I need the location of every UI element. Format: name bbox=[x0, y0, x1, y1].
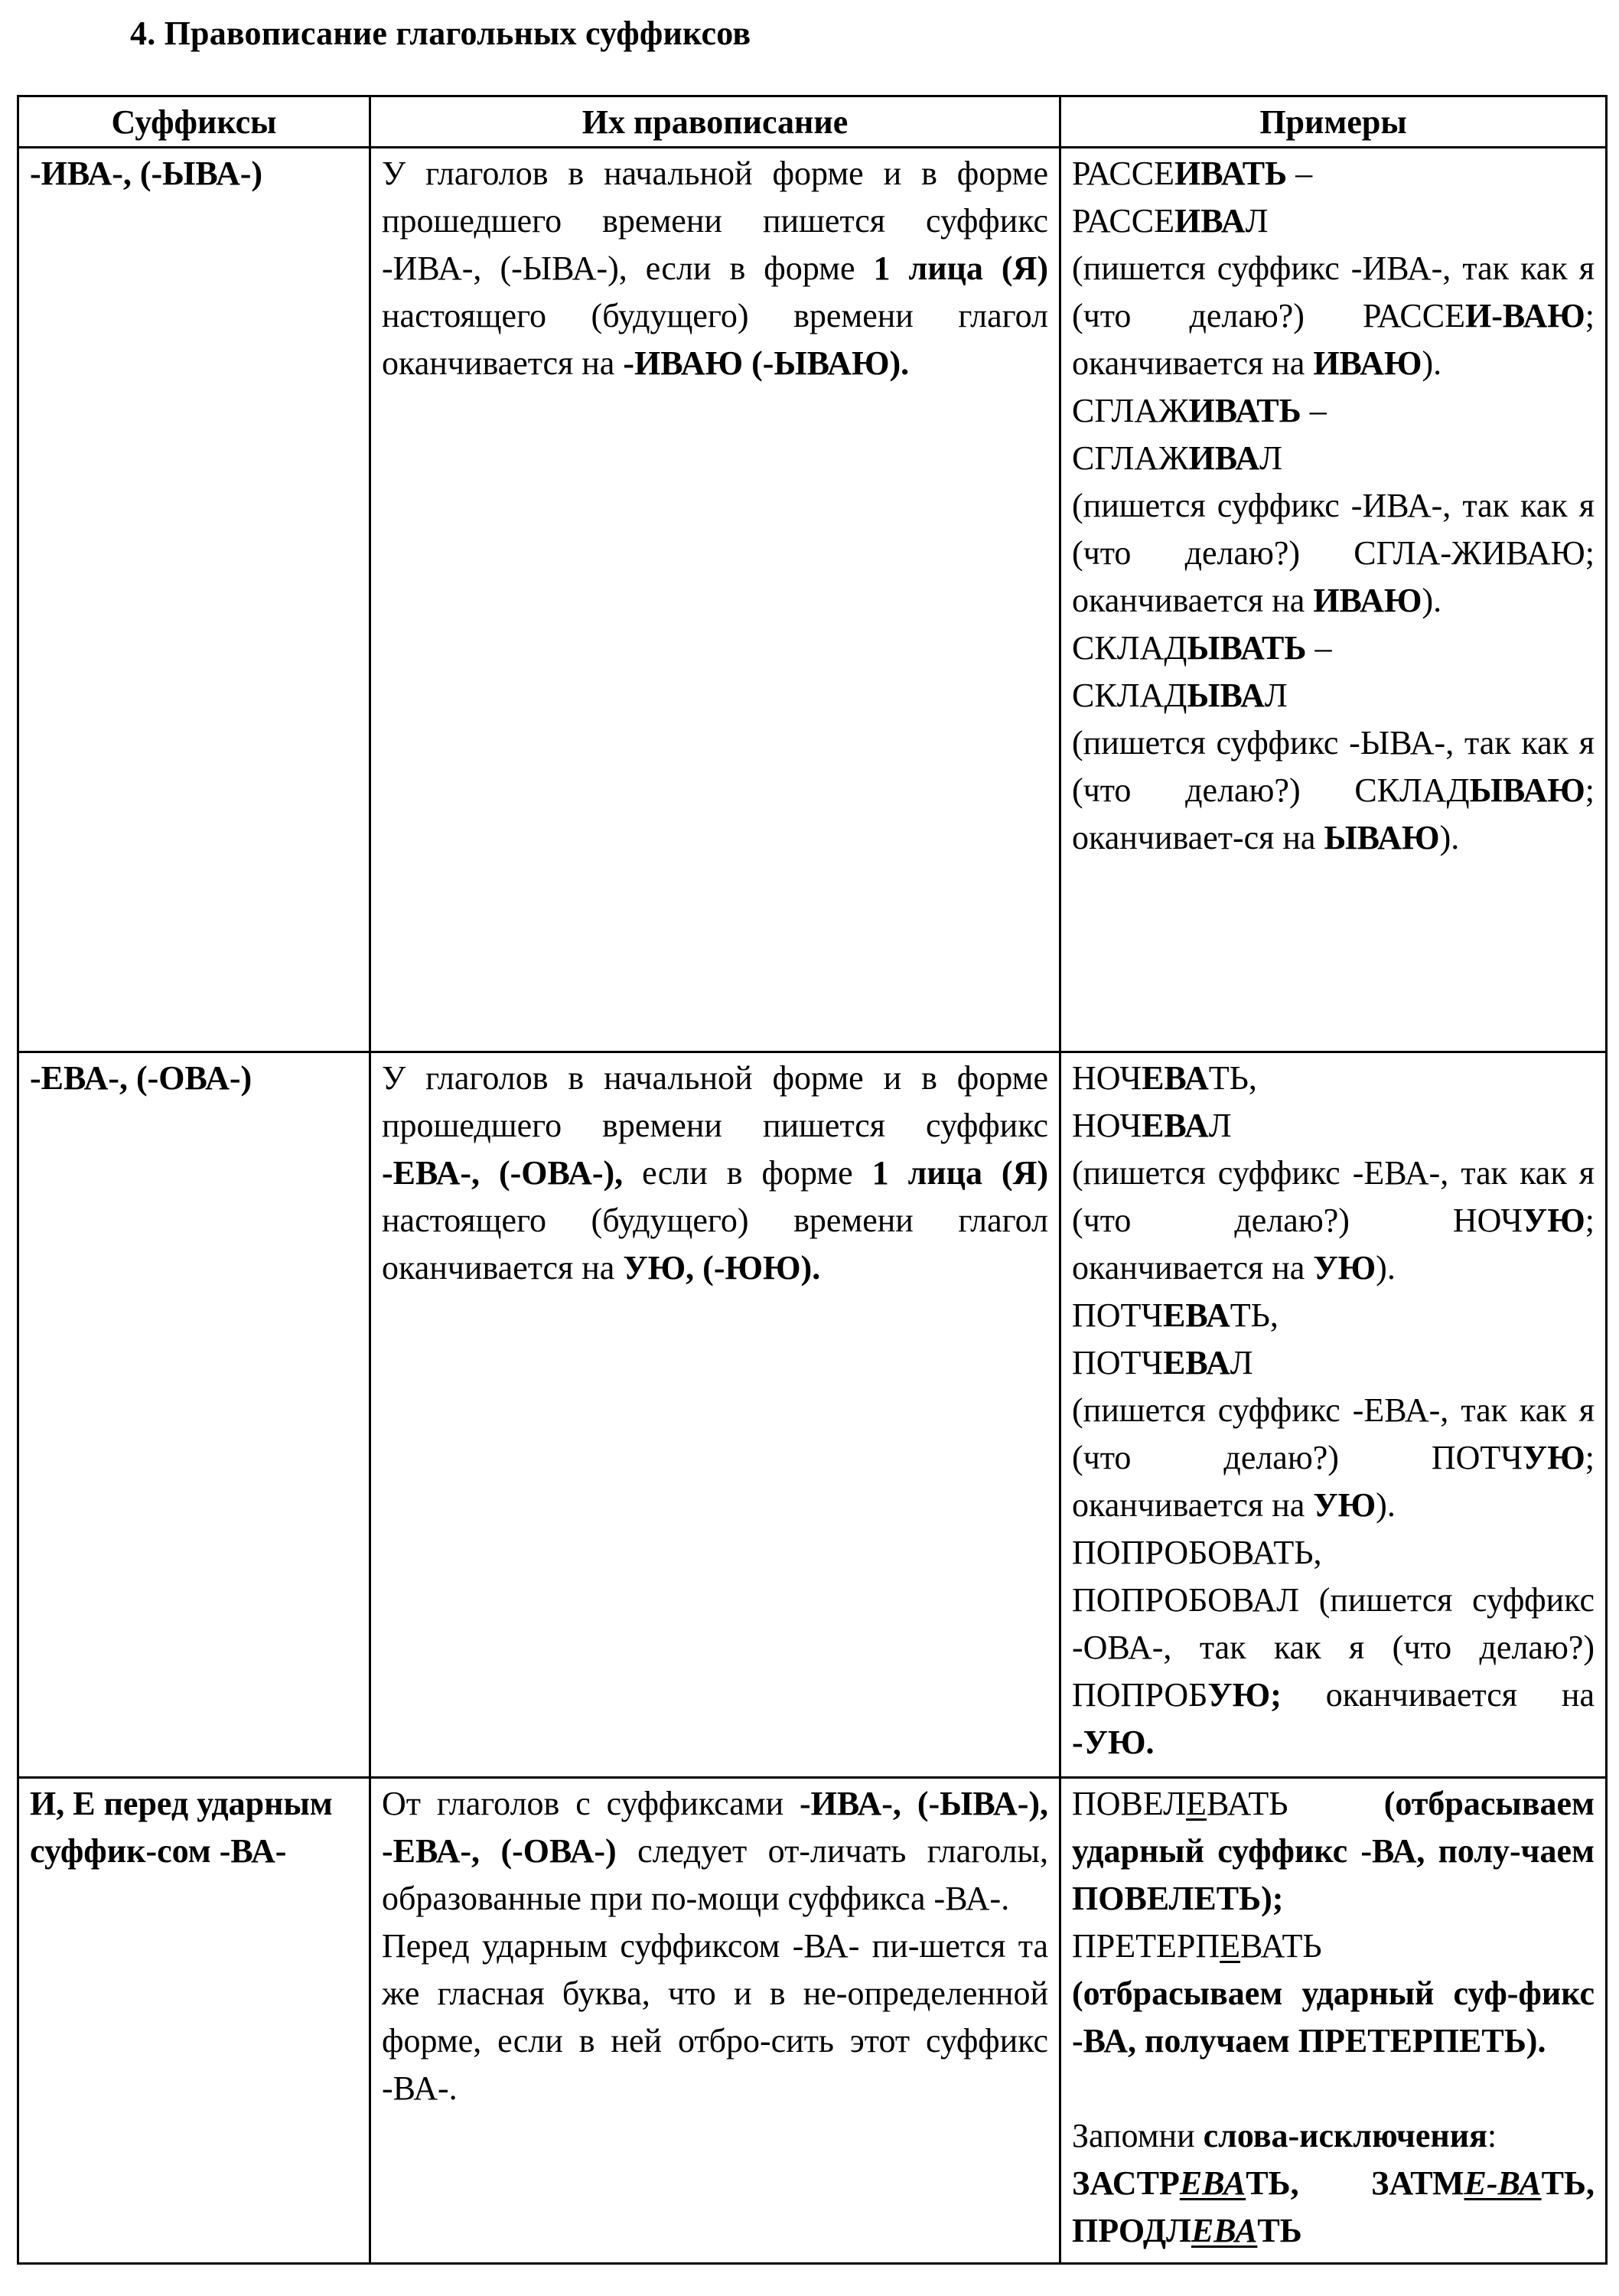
rule-cell bbox=[370, 1778, 1060, 2264]
example-block: СГЛАЖИВАТЬ – СГЛАЖИВАЛ (пишется суффикс -ИВА-, так как я (что делаю?) СГЛА-ЖИВАЮ; оканчивается на ИВАЮ). bbox=[1072, 392, 1595, 619]
rule-text: От глаголов с суффиксами -ИВА-, (-ЫВА-), -ЕВА-, (-ОВА-) следует от-личать глаголы, образованные при по-мощи суффикса -ВА-. bbox=[382, 1785, 1048, 1917]
example-block: ПОПРОБОВАТЬ, ПОПРОБОВАЛ (пишется суффикс -ОВА-, так как я (что делаю?) ПОПРОБУЮ; оканчивается на -УЮ. bbox=[1072, 1534, 1595, 1761]
suffix-cell: -ЕВА-, (-ОВА-) bbox=[18, 1052, 370, 1778]
header-spelling: Их правописание bbox=[370, 96, 1060, 148]
rule-cell bbox=[370, 148, 1060, 1052]
header-suffixes: Суффиксы bbox=[18, 96, 370, 148]
rule-text: У глаголов в начальной форме и в форме прошедшего времени пишется суффикс -ЕВА-, (-ОВА-), если в форме 1 лица (Я) настоящего (будущего) времени глагол оканчивается на УЮ, (-ЮЮ). bbox=[382, 1059, 1048, 1287]
table-header-row bbox=[18, 96, 1607, 148]
table-row bbox=[18, 148, 1607, 1052]
example-block: ПРЕТЕРПЕВАТЬ bbox=[1072, 1927, 1322, 1965]
example-block: СКЛАДЫВАТЬ – СКЛАДЫВАЛ (пишется суффикс -ЫВА-, так как я (что делаю?) СКЛАДЫВАЮ; оканчивает-ся на ЫВАЮ). bbox=[1072, 629, 1595, 856]
suffix-cell: -ИВА-, (-ЫВА-) bbox=[18, 148, 370, 1052]
rule-text: Перед ударным суффиксом -ВА- пи-шется та же гласная буква, что и в не-определенной форме, если в ней отбро-сить этот суффикс -ВА-. bbox=[382, 1927, 1048, 2107]
rule-cell bbox=[370, 1052, 1060, 1778]
example-block: ПОТЧЕВАТЬ, ПОТЧЕВАЛ (пишется суффикс -ЕВА-, так как я (что делаю?) ПОТЧУЮ; оканчивается на УЮ). bbox=[1072, 1296, 1595, 1524]
suffix-table bbox=[17, 95, 1608, 2265]
example-block: НОЧЕВАТЬ, НОЧЕВАЛ (пишется суффикс -ЕВА-, так как я (что делаю?) НОЧУЮ; оканчивается на УЮ). bbox=[1072, 1059, 1595, 1287]
page-title: 4. Правописание глагольных суффиксов bbox=[130, 15, 751, 52]
examples-cell bbox=[1060, 1052, 1607, 1778]
exceptions-list: ЗАСТРЕВАТЬ, ЗАТМЕ-ВАТЬ, ПРОДЛЕВАТЬ bbox=[1072, 2164, 1595, 2249]
example-note: (отбрасываем ударный суф-фикс -ВА, получаем ПРЕТЕРПЕТЬ). bbox=[1072, 1975, 1595, 2060]
examples-cell bbox=[1060, 148, 1607, 1052]
examples-cell bbox=[1060, 1778, 1607, 2264]
example-block: РАССЕИВАТЬ – РАССЕИВАЛ (пишется суффикс -ИВА-, так как я (что делаю?) РАССЕИ-ВАЮ; оканчивается на ИВАЮ). bbox=[1072, 155, 1595, 382]
example-block: ПОВЕЛЕВАТЬ (отбрасываем ударный суффикс -ВА, полу-чаем ПОВЕЛЕТЬ); bbox=[1072, 1785, 1595, 1917]
rule-text: У глаголов в начальной форме и в форме прошедшего времени пишется суффикс -ИВА-, (-ЫВА-), если в форме 1 лица (Я) настоящего (будущего) времени глагол оканчивается на -ИВАЮ (-ЫВАЮ). bbox=[382, 155, 1048, 382]
table-row bbox=[18, 1778, 1607, 2264]
table-row bbox=[18, 1052, 1607, 1778]
header-examples: Примеры bbox=[1060, 96, 1607, 148]
suffix-cell: И, Е перед ударным суффик-сом -ВА- bbox=[18, 1778, 370, 2264]
exceptions-heading: Запомни слова-исключения: bbox=[1072, 2117, 1497, 2154]
